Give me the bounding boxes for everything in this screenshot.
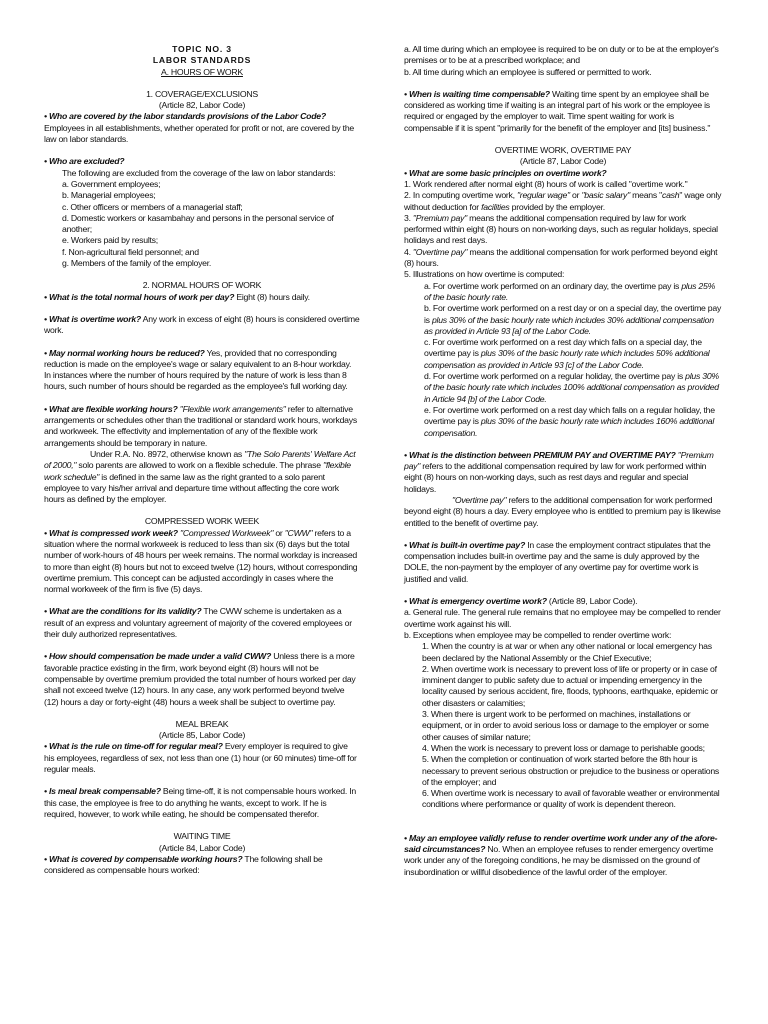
ot-p4: 4. "Overtime pay" means the additional compensation for work performed beyond eight (8) hours. [404, 246, 718, 269]
s2-q1: • What is the total normal hours of work per day? Eight (8) hours daily. [44, 291, 310, 302]
wt-ref: (Article 84, Labor Code) [158, 842, 246, 853]
s2-q2: • What is overtime work? Any work in excess of eight (8) hours is considered overtime work. [44, 313, 360, 336]
mb-q1: • What is the rule on time-off for regular meal? Every employer is required to give his employees, regardless of sex, not less than one (1) hour (or 60 minutes) time-off for regular meals. [44, 741, 357, 775]
list-item: c. Other officers or members of a managerial staff; [62, 201, 243, 212]
wt-a: a. All time during which an employee is required to be on duty or to be at the employer's premises or to be at a prescribed workplace; and [404, 44, 719, 66]
ot-illustrations [404, 281, 722, 439]
list-item: e. For overtime work performed on a rest day which falls on a regular holiday, the overtime pay is plus 30% of the basic hourly rate which includes 160% additional compensation. [424, 404, 715, 438]
eo-list [404, 641, 722, 810]
cww-q3: • How should compensation be made under a valid CWW? Unless there is a more favorable practice existing in the firm, work beyond eight (8) hours will not be compensable by overtime premium provided the total number of hours worked per day shall not exceed twelve (12) hours. In any case, any work performed beyond twelve (12) hours a day or forty-eight (48) hours a week shall be subject to overtime pay. [44, 651, 356, 707]
list-item: a. Government employees; [62, 178, 161, 189]
eo-a: a. General rule. The general rule remains that no employee may be compelled to render overtime work against his will. [404, 607, 721, 629]
s1-ref: (Article 82, Labor Code) [158, 100, 246, 111]
wt-q1: • What is covered by compensable working hours? The following shall be considered as compensable hours worked: [44, 853, 323, 876]
s1-title: 1. COVERAGE/EXCLUSIONS [146, 88, 258, 99]
mb-title: MEAL BREAK [175, 718, 229, 729]
list-item: a. For overtime work performed on an ordinary day, the overtime pay is plus 25% of the basic hourly rate. [424, 280, 716, 302]
cww-q2: • What are the conditions for its validity? The CWW scheme is undertaken as a result of an express and voluntary agreement of majority of the covered employees or their duly authorized representatives. [44, 606, 352, 640]
list-item: g. Members of the family of the employer. [62, 258, 212, 269]
s2-solo-parents: Under R.A. No. 8972, otherwise known as "The Solo Parents' Welfare Act of 2000," solo parents are allowed to work on a flexible schedule. The phrase "flexible work schedule" is defined in the same law as the right granted to a solo parent employee to vary his/her arrival and departure time without affecting the core work hours as defined by the employer. [44, 448, 356, 505]
ot-title: OVERTIME WORK, OVERTIME PAY [494, 145, 632, 156]
s1-q2: • Who are excluded? [44, 156, 125, 167]
list-item: 6. When overtime work is necessary to avail of favorable weather or environmental conditions where performance or quality of work is dependent thereon. [422, 788, 720, 810]
list-item: b. Managerial employees; [62, 190, 156, 201]
list-item: 3. When there is urgent work to be performed on machines, installations or equipment, or in order to avoid serious loss or damage to the employer or some other causes of similar nature; [422, 709, 709, 742]
list-item: b. For overtime work performed on a rest day or on a special day, the overtime pay is plus 30% of the basic hourly rate which includes 30% additional compensation as provided in Article 93 [a] of the Labor Code. [424, 303, 722, 336]
topic-heading: TOPIC NO. 3 [172, 44, 232, 54]
list-item: 2. When overtime work is necessary to prevent loss of life or property or in case of imminent danger to public safety due to actual or impending emergency in the locality caused by serious accident, fire, floods, typhoons, earthquake, epidemic or other disasters or calamities; [422, 663, 718, 708]
list-item: d. Domestic workers or kasambahay and persons in the personal service of another; [62, 212, 334, 235]
list-item: 4. When the work is necessary to prevent loss or damage to perishable goods; [422, 742, 705, 753]
exclusions-list [44, 179, 360, 269]
wt-q2: • When is waiting time compensable? Waiting time spent by an employee shall be considered as working time if waiting is an integral part of his work or the employee is required or engaged by the employer to wait. Time spent waiting for work is compensable if it is spent "primarily for the benefit of the employer and [its] business." [404, 88, 711, 133]
mb-q2: • Is meal break compensable? Being time-off, it is not compensable hours worked. In this case, the employee is free to do anything he wants, except to work. If he is required, however, to work while eating, he should be compensated therefor. [44, 786, 356, 819]
ot-p2: 2. In computing overtime work, "regular wage" or "basic salary" means "cash" wage only without deduction for facilities provided by the employer. [404, 190, 722, 212]
s2-q4: • What are flexible working hours? "Flexible work arrangements" refer to alternative arrangements or schedules other than the traditional or standard work hours, workdays and workweek. The effectivity and implementation of any of the flexible work arrangements should be temporary in nature. [44, 403, 357, 448]
list-item: e. Workers paid by results; [62, 235, 158, 246]
ot-p3: 3. "Premium pay" means the additional compensation required by law for work performed within eight (8) hours on non-working days, such as regular holidays, special holidays and rest days. [404, 212, 718, 246]
subject-heading: LABOR STANDARDS [152, 55, 252, 66]
pp-q: • What is the distinction between PREMIUM PAY and OVERTIME PAY? "Premium pay" refers to the additional compensation required by law for work performed within eight (8) hours on non-working days, such as rest days and regular and special holidays. [404, 449, 714, 494]
rf-q: • May an employee validly refuse to render overtime work under any of the afore-said circumstances? No. When an employee refuses to render emergency overtime work under any of the foregoing conditions, he may be dismissed on the ground of insubordination or willful disobedience of the lawful order of the employer. [404, 832, 718, 877]
list-item: c. For overtime work performed on a rest day which falls on a special day, the overtime pay is plus 30% of the basic hourly rate which includes 50% additional compensation as provided in Article 93 [c] of the Labor Code. [424, 337, 710, 370]
list-item: 5. When the completion or continuation of work started before the 8th hour is necessary to prevent serious obstruction or prejudice to the business or operations of the employer; and [422, 754, 720, 787]
s2-q3: • May normal working hours be reduced? Yes, provided that no corresponding reduction is made on the employee's wage or salary equivalent to an 8-hour workday. In instances where the number of hours required by the nature of work is less than 8 hours, such number of hours should be regarded as the employee's full working day. [44, 347, 352, 392]
s1-a2-intro: The following are excluded from the coverage of the law on labor standards: [62, 167, 336, 178]
ot-ref: (Article 87, Labor Code) [519, 156, 607, 167]
list-item: d. For overtime work performed on a regular holiday, the overtime pay is plus 30% of the basic hourly rate which includes 100% additional compensation as provided in Article 94 [b] of the Labor Code. [424, 371, 719, 404]
section-a-heading: A. HOURS OF WORK [161, 66, 243, 77]
s2-title: 2. NORMAL HOURS OF WORK [142, 280, 262, 291]
list-item: f. Non-agricultural field personnel; and [62, 246, 199, 257]
ot-p5: 5. Illustrations on how overtime is computed: [404, 269, 565, 280]
ot-p1: 1. Work rendered after normal eight (8) hours of work is called "overtime work." [404, 178, 688, 189]
right-column [404, 44, 722, 878]
pp-b: "Overtime pay" refers to the additional compensation for work performed beyond eight (8) hours a day. Every employee who is entitled to premium pay is likewise entitled to the benefit of overtime pay. [404, 494, 721, 528]
ot-q1: • What are some basic principles on overtime work? [404, 167, 607, 178]
eo-q: • What is emergency overtime work? (Article 89, Labor Code). [404, 596, 638, 607]
s1-q1: • Who are covered by the labor standards provisions of the Labor Code? Employees in all establishments, whether operated for profit or not, are covered by the law on labor standards. [44, 111, 354, 145]
cww-q1: • What is compressed work week? "Compressed Workweek" or "CWW" refers to a situation where the normal workweek is reduced to less than six (6) days but the total number of work-hours of 48 hours per week remains. The normal workday is increased to more than eight (8) hours but not to exceed twelve (12) hours, without corresponding overtime premium. This concept can be adjusted accordingly in cases where the normal workweek of the firm is five (5) days. [44, 527, 358, 595]
left-column [44, 44, 360, 876]
wt-b: b. All time during which an employee is suffered or permitted to work. [404, 66, 652, 77]
bi-q: • What is built-in overtime pay? In case the employment contract stipulates that the compensation includes built-in overtime pay and the same is duly approved by the DOLE, the non-payment by the employer of any overtime pay for overtime work is justified and valid. [404, 539, 711, 584]
list-item: 1. When the country is at war or when any other national or local emergency has been declared by the National Assembly or the Chief Executive; [422, 641, 712, 663]
wt-title: WAITING TIME [173, 831, 231, 842]
mb-ref: (Article 85, Labor Code) [158, 730, 246, 741]
cww-title: COMPRESSED WORK WEEK [144, 516, 260, 527]
eo-b: b. Exceptions when employee may be compelled to render overtime work: [404, 629, 672, 640]
